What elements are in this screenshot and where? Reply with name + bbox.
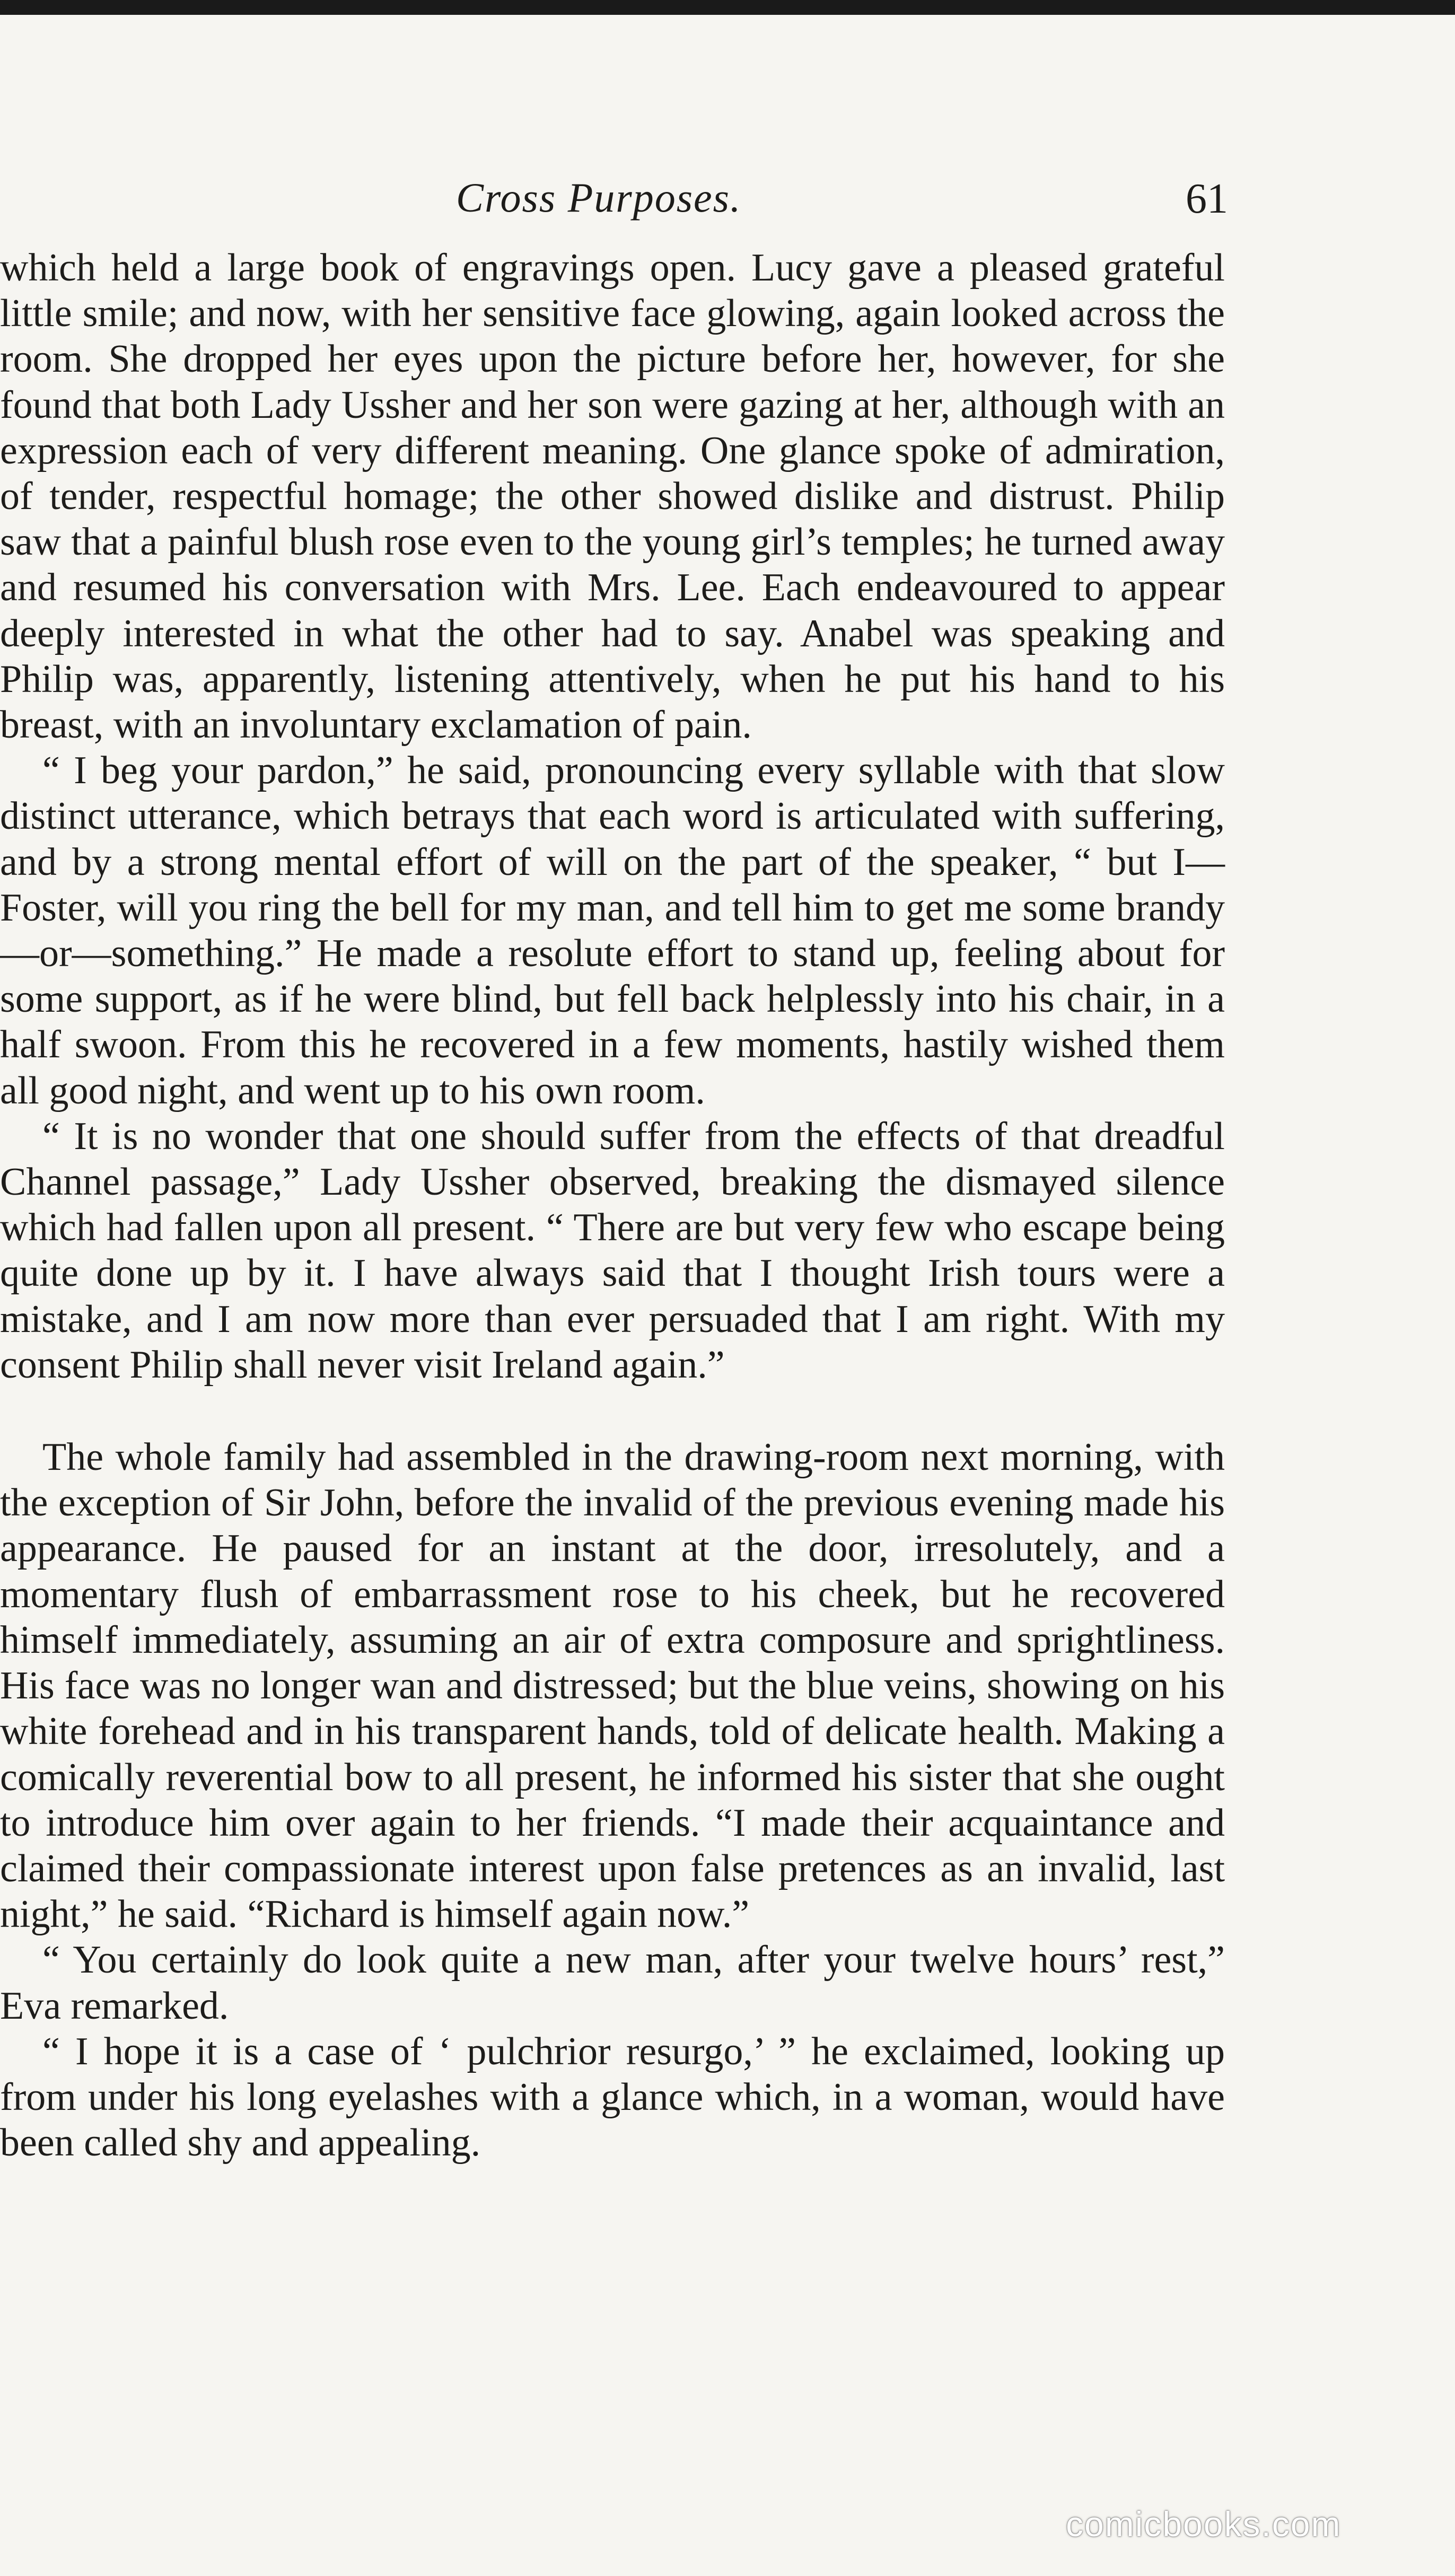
paragraph-6: “ I hope it is a case of ‘ pulchrior resurgo,’ ” he exclaimed, looking up from under his long eyelashes with a glance which, in a woman, would have been called shy and appealing.	[0, 2029, 1225, 2165]
paragraph-4: The whole family had assembled in the drawing-room next morning, with the exception of Sir John, before the invalid of the previous evening made his appearance. He paused for an instant at the door, irresolutely, and a momentary flush of embarrassment rose to his cheek, but he recovered himself immediately, assuming an air of extra composure and sprightliness. His face was no longer wan and distressed; but the blue veins, showing on his white forehead and in his transparent hands, told of delicate health. Making a comically reverential bow to all present, he informed his sister that she ought to introduce him over again to her friends. “I made their acquaintance and claimed their compassionate interest upon false pretences as an invalid, last night,” he said. “Richard is himself again now.”	[0, 1435, 1225, 1937]
running-head	[0, 174, 1455, 238]
section-break	[0, 1388, 1225, 1434]
watermark: comicbooks.com	[1066, 2504, 1342, 2544]
page-number: 61	[1186, 176, 1228, 222]
page-top-edge	[0, 0, 1455, 15]
paragraph-2: “ I beg your pardon,” he said, pronouncing every syllable with that slow distinct utterance, which betrays that each word is articulated with suffering, and by a strong mental effort of will on the part of the speaker, “ but I—Foster, will you ring the bell for my man, and tell him to get me some brandy—or—something.” He made a resolute effort to stand up, feeling about for some support, as if he were blind, but fell back helplessly into his chair, in a half swoon. From this he recovered in a few moments, hastily wished them all good night, and went up to his own room.	[0, 749, 1225, 1112]
paragraph-3: “ It is no wonder that one should suffer from the effects of that dreadful Channel passage,” Lady Ussher observed, breaking the dismayed silence which had fallen upon all present. “ There are but very few who escape being quite done up by it. I have always said that I thought Irish tours were a mistake, and I am now more than ever persuaded that I am right. With my consent Philip shall never visit Ireland again.”	[0, 1114, 1225, 1387]
paragraph-5: “ You certainly do look quite a new man, after your twelve hours’ rest,” Eva remarked.	[0, 1938, 1225, 2028]
paragraph-1: which held a large book of engravings open. Lucy gave a pleased grateful little smile; and now, with her sensitive face glowing, again looked across the room. She dropped her eyes upon the picture before her, however, for she found that both Lady Ussher and her son were gazing at her, although with an expression each of very different meaning. One glance spoke of admiration, of tender, respectful homage; the other showed dislike and distrust. Philip saw that a painful blush rose even to the young girl’s temples; he turned away and resumed his conversation with Mrs. Lee. Each endeavoured to appear deeply interested in what the other had to say. Anabel was speaking and Philip was, apparently, listening attentively, when he put his hand to his breast, with an involuntary exclamation of pain.	[0, 246, 1225, 747]
body-text	[0, 245, 1225, 2166]
running-title: Cross Purposes.	[456, 174, 742, 221]
